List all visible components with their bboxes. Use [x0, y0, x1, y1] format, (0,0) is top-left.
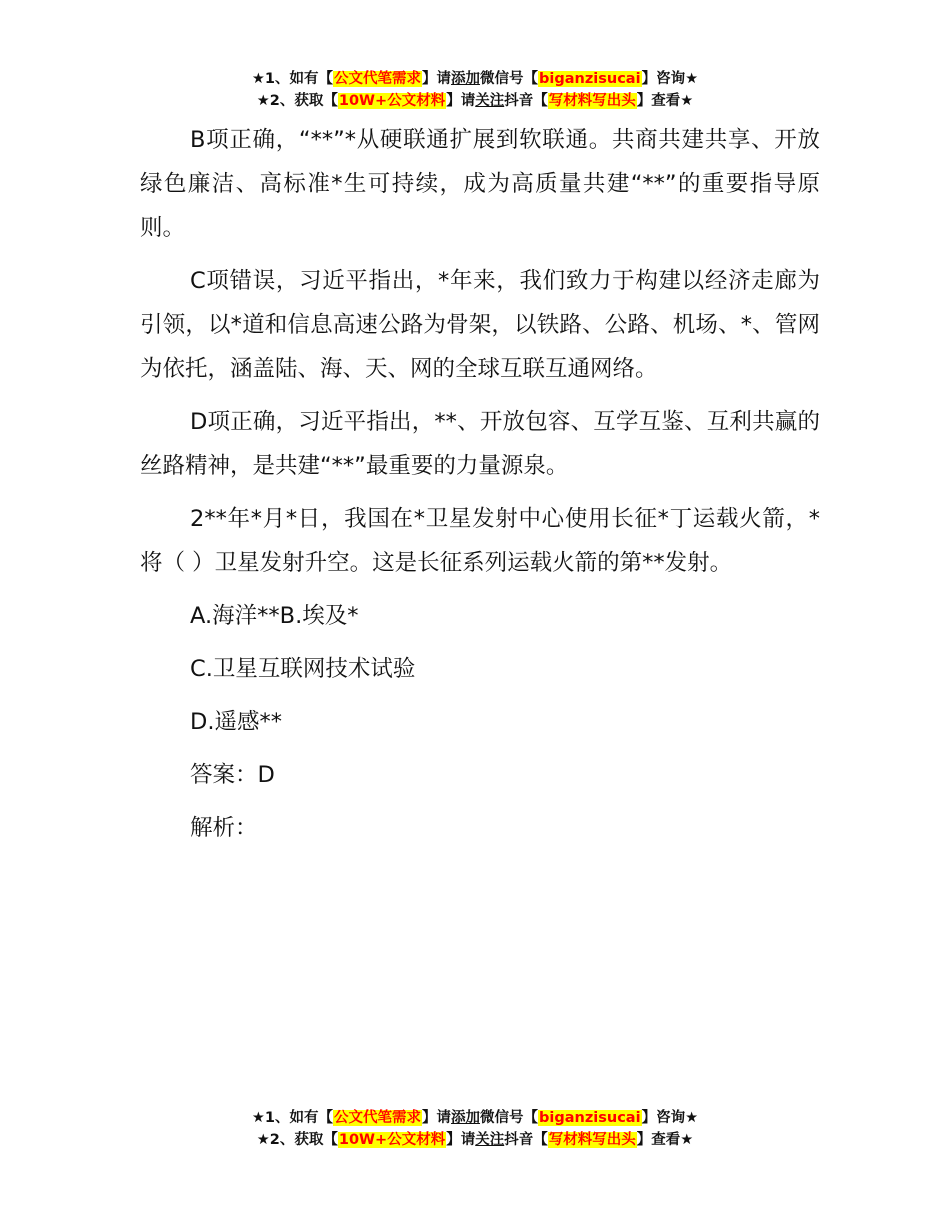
banner-text: 】请 [422, 71, 452, 87]
banner-line-1 [0, 68, 950, 90]
star-icon: ★ [251, 1110, 265, 1126]
banner-text: 1、如有【 [264, 1110, 334, 1126]
highlight-materials: 10W+公文材料 [338, 93, 446, 109]
paragraph-option-d: D项正确，习近平指出，**、开放包容、互学互鉴、互利共赢的丝路精神，是共建“**”最重要的力量源泉。 [140, 409, 820, 479]
choice-a-b: A.海洋**B.埃及* [190, 603, 359, 629]
banner-text: 】请 [446, 93, 476, 109]
banner-text: 】查看★ [636, 93, 694, 109]
highlight-wechat-id: biganzisucai [539, 71, 641, 87]
header-banner [0, 68, 950, 112]
paragraph-option-b: B项正确，“**”*从硬联通扩展到软联通。共商共建共享、开放绿色廉洁、高标准*生可持续，成为高质量共建“**”的重要指导原则。 [140, 127, 820, 241]
banner-text: 2、获取【 [269, 93, 338, 109]
analysis-label: 解析： [190, 815, 258, 841]
question-text: 2**年*月*日，我国在*卫星发射中心使用长征*丁运载火箭，*将（ ）卫星发射升空。这是长征系列运载火箭的第**发射。 [140, 506, 820, 576]
banner-text: 1、如有【 [264, 71, 334, 87]
banner-text: 】请 [422, 1110, 452, 1126]
banner-text: 抖音【 [504, 93, 548, 109]
choice-c: C.卫星互联网技术试验 [190, 656, 416, 682]
paragraph-option-c: C项错误，习近平指出，*年来，我们致力于构建以经济走廊为引领，以*道和信息高速公路为骨架，以铁路、公路、机场、*、管网为依托，涵盖陆、海、天、网的全球互联互通网络。 [140, 268, 820, 382]
banner-text: 】请 [446, 1132, 476, 1148]
banner-text: 】咨询★ [641, 1110, 699, 1126]
answer-line: 答案：D [190, 762, 275, 788]
banner-text: 】咨询★ [641, 71, 699, 87]
document-body [140, 118, 820, 859]
star-icon: ★ [256, 93, 270, 109]
highlight-douyin-account: 写材料写出头 [548, 93, 636, 109]
choice-d: D.遥感** [190, 709, 282, 735]
banner-text: 微信号【 [480, 71, 539, 87]
banner-text: 微信号【 [480, 1110, 539, 1126]
underlined-text: 添加 [451, 1110, 481, 1126]
highlight-douyin-account: 写材料写出头 [548, 1132, 636, 1148]
banner-line-2 [0, 1129, 950, 1151]
footer-banner [0, 1107, 950, 1151]
highlight-materials: 10W+公文材料 [338, 1132, 446, 1148]
banner-text: 抖音【 [504, 1132, 548, 1148]
underlined-text: 关注 [475, 93, 505, 109]
underlined-text: 添加 [451, 71, 481, 87]
highlight-service: 公文代笔需求 [334, 1110, 422, 1126]
star-icon: ★ [251, 71, 265, 87]
banner-line-2 [0, 90, 950, 112]
banner-line-1 [0, 1107, 950, 1129]
star-icon: ★ [256, 1132, 270, 1148]
underlined-text: 关注 [475, 1132, 505, 1148]
banner-text: 2、获取【 [269, 1132, 338, 1148]
highlight-service: 公文代笔需求 [334, 71, 422, 87]
banner-text: 】查看★ [636, 1132, 694, 1148]
highlight-wechat-id: biganzisucai [539, 1110, 641, 1126]
